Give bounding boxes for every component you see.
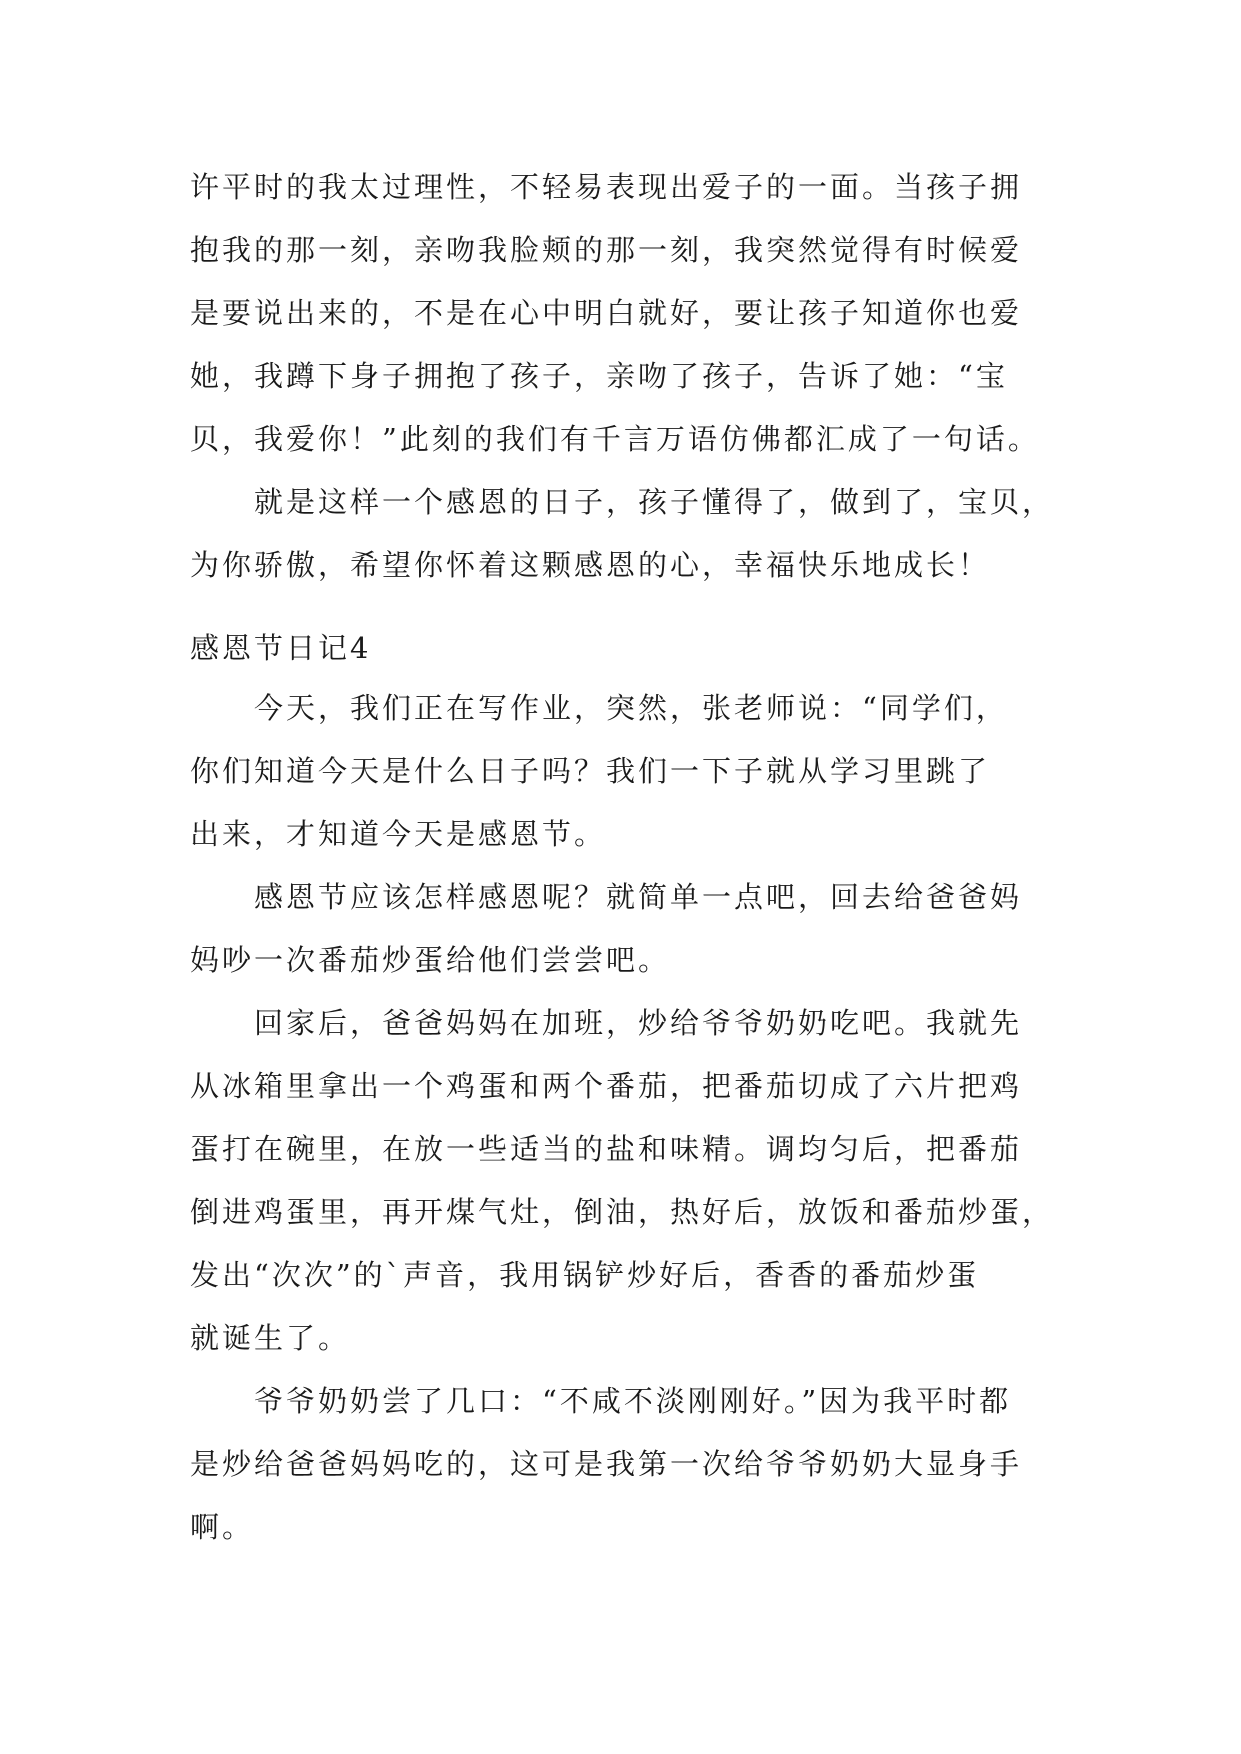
paragraph-line: 为你骄傲，希望你怀着这颗感恩的心，幸福快乐地成长！	[190, 548, 991, 582]
paragraph-line: 感恩节应该怎样感恩呢？就简单一点吧，回去给爸爸妈	[254, 880, 1023, 914]
paragraph-today	[190, 677, 1050, 866]
paragraph-line: 今天，我们正在写作业，突然，张老师说：“同学们，	[254, 691, 1008, 725]
paragraph-line: 发出“次次”的`声音，我用锅铲炒好后，香香的番茄炒蛋	[190, 1258, 980, 1292]
paragraph-line: 妈吵一次番茄炒蛋给他们尝尝吧。	[190, 943, 671, 977]
paragraph-cooking	[190, 992, 1055, 1370]
paragraph-line: 是炒给爸爸妈妈吃的，这可是我第一次给爷爷奶奶大显身手	[190, 1447, 1023, 1481]
closing-paragraph	[190, 471, 1055, 597]
paragraph-line: 爷爷奶奶尝了几口：“不咸不淡刚刚好。”因为我平时都	[254, 1384, 1012, 1418]
paragraph-line: 蛋打在碗里，在放一些适当的盐和味精。调均匀后，把番茄	[190, 1132, 1023, 1166]
paragraph-how-to-thank	[190, 866, 1050, 992]
paragraph-line: 就诞生了。	[190, 1321, 351, 1355]
paragraph-line: 你们知道今天是什么日子吗？我们一下子就从学习里跳了	[190, 754, 991, 788]
continued-paragraph	[190, 156, 1050, 471]
paragraph-line: 回家后，爸爸妈妈在加班，炒给爷爷奶奶吃吧。我就先	[254, 1006, 1023, 1040]
paragraph-line: 她，我蹲下身子拥抱了孩子，亲吻了孩子，告诉了她：“宝	[190, 359, 1008, 393]
paragraph-grandparents	[190, 1370, 1050, 1559]
paragraph-line: 贝，我爱你！”此刻的我们有千言万语仿佛都汇成了一句话。	[190, 422, 1040, 456]
paragraph-line: 倒进鸡蛋里，再开煤气灶，倒油，热好后，放饭和番茄炒蛋，	[190, 1195, 1055, 1229]
section-title: 感恩节日记4	[190, 631, 372, 665]
paragraph-line: 啊。	[190, 1510, 255, 1544]
paragraph-line: 许平时的我太过理性，不轻易表现出爱子的一面。当孩子拥	[190, 170, 1023, 204]
paragraph-line: 是要说出来的，不是在心中明白就好，要让孩子知道你也爱	[190, 296, 1023, 330]
paragraph-line: 就是这样一个感恩的日子，孩子懂得了，做到了，宝贝，	[254, 485, 1055, 519]
paragraph-line: 从冰箱里拿出一个鸡蛋和两个番茄，把番茄切成了六片把鸡	[190, 1069, 1023, 1103]
paragraph-line: 抱我的那一刻，亲吻我脸颊的那一刻，我突然觉得有时候爱	[190, 233, 1023, 267]
paragraph-line: 出来，才知道今天是感恩节。	[190, 817, 607, 851]
